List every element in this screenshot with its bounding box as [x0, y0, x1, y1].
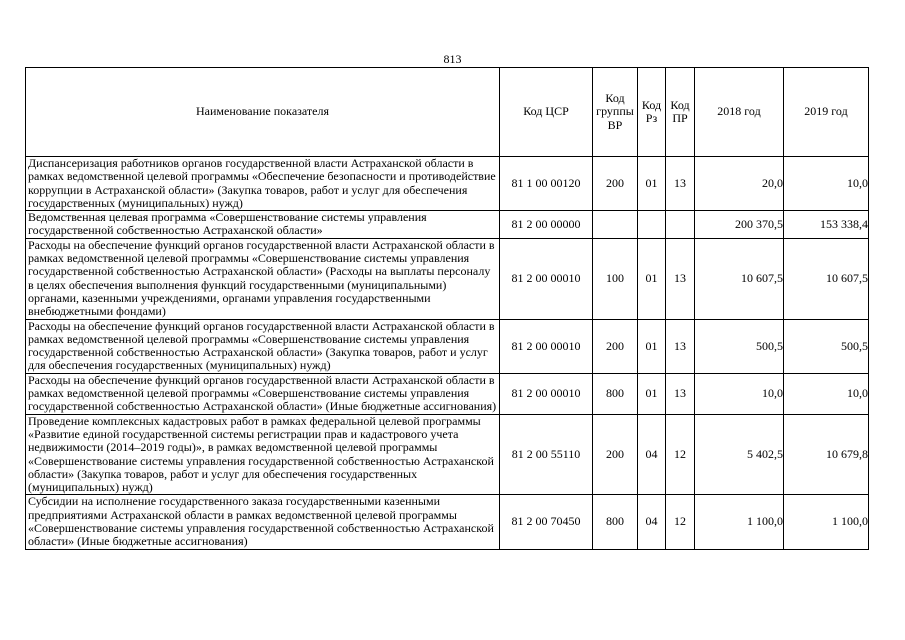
row-2018: 20,0: [695, 157, 784, 211]
header-rz: Код Рз: [638, 68, 666, 157]
header-vr: Код группы ВР: [593, 68, 638, 157]
header-name: Наименование показателя: [26, 68, 500, 157]
row-rz: 01: [638, 238, 666, 319]
header-row: [26, 68, 869, 157]
row-2019: 500,5: [784, 319, 869, 373]
row-2019: 1 100,0: [784, 495, 869, 549]
row-2018: 500,5: [695, 319, 784, 373]
table-row: [26, 319, 869, 373]
row-2018: 5 402,5: [695, 414, 784, 495]
row-vr: 100: [593, 238, 638, 319]
row-name: Проведение комплексных кадастровых работ в рамках федеральной целевой программы «Развитие единой государственной системы регистрации прав и кадастрового учета недвижимости (2014–2019 годы)», в рамках ведомственной целевой программы «Совершенствование системы управления государственной собственностью Астраханской области» (Закупка товаров, работ и услуг для обеспечения государственных (муниципальных) нужд): [26, 414, 500, 495]
row-2018: 1 100,0: [695, 495, 784, 549]
header-pr: Код ПР: [666, 68, 695, 157]
row-name: Ведомственная целевая программа «Совершенствование системы управления государственной собственностью Астраханской области»: [26, 211, 500, 239]
row-2018: 200 370,5: [695, 211, 784, 239]
row-csr: 81 2 00 00010: [500, 238, 593, 319]
row-vr: 200: [593, 157, 638, 211]
row-rz: [638, 211, 666, 239]
row-pr: 13: [666, 238, 695, 319]
row-csr: 81 2 00 70450: [500, 495, 593, 549]
row-2018: 10 607,5: [695, 238, 784, 319]
row-rz: 04: [638, 495, 666, 549]
row-rz: 01: [638, 157, 666, 211]
row-pr: 13: [666, 319, 695, 373]
row-rz: 01: [638, 373, 666, 414]
row-csr: 81 2 00 00010: [500, 319, 593, 373]
row-pr: 13: [666, 157, 695, 211]
header-2019: 2019 год: [784, 68, 869, 157]
table-row: [26, 238, 869, 319]
row-pr: 13: [666, 373, 695, 414]
row-vr: 200: [593, 319, 638, 373]
row-2019: 10,0: [784, 157, 869, 211]
row-name: Расходы на обеспечение функций органов государственной власти Астраханской области в рамках ведомственной целевой программы «Совершенствование системы управления государственной собственностью Астраханской области» (Закупка товаров, работ и услуг для обеспечения государственных (муниципальных) нужд): [26, 319, 500, 373]
row-2019: 10,0: [784, 373, 869, 414]
row-vr: 800: [593, 373, 638, 414]
table-row: [26, 495, 869, 549]
row-csr: 81 1 00 00120: [500, 157, 593, 211]
table-row: [26, 157, 869, 211]
page-number: 813: [443, 52, 462, 66]
row-name: Субсидии на исполнение государственного заказа государственными казенными предприятиями Астраханской области в рамках ведомственной целевой программы «Совершенствование системы управления государственной собственностью Астраханской области» (Иные бюджетные ассигнования): [26, 495, 500, 549]
row-pr: 12: [666, 495, 695, 549]
row-2018: 10,0: [695, 373, 784, 414]
row-vr: [593, 211, 638, 239]
row-2019: 10 679,8: [784, 414, 869, 495]
budget-table: [25, 67, 869, 550]
row-csr: 81 2 00 00010: [500, 373, 593, 414]
table-row: [26, 211, 869, 239]
row-2019: 153 338,4: [784, 211, 869, 239]
row-vr: 200: [593, 414, 638, 495]
row-name: Расходы на обеспечение функций органов государственной власти Астраханской области в рамках ведомственной целевой программы «Совершенствование системы управления государственной собственностью Астраханской области» (Иные бюджетные ассигнования): [26, 373, 500, 414]
row-csr: 81 2 00 55110: [500, 414, 593, 495]
row-2019: 10 607,5: [784, 238, 869, 319]
header-csr: Код ЦСР: [500, 68, 593, 157]
row-name: Диспансеризация работников органов государственной власти Астраханской области в рамках ведомственной целевой программы «Обеспечение безопасности и противодействие коррупции в Астраханской области» (Закупка товаров, работ и услуг для обеспечения государственных (муниципальных) нужд): [26, 157, 500, 211]
table-row: [26, 414, 869, 495]
row-pr: 12: [666, 414, 695, 495]
row-rz: 04: [638, 414, 666, 495]
row-csr: 81 2 00 00000: [500, 211, 593, 239]
row-vr: 800: [593, 495, 638, 549]
row-rz: 01: [638, 319, 666, 373]
row-name: Расходы на обеспечение функций органов государственной власти Астраханской области в рамках ведомственной целевой программы «Совершенствование системы управления государственной собственностью Астраханской области» (Расходы на выплаты персоналу в целях обеспечения выполнения функций государственными (муниципальными) органами, казенными учреждениями, органами управления государственными внебюджетными фондами): [26, 238, 500, 319]
row-pr: [666, 211, 695, 239]
header-2018: 2018 год: [695, 68, 784, 157]
table-row: [26, 373, 869, 414]
